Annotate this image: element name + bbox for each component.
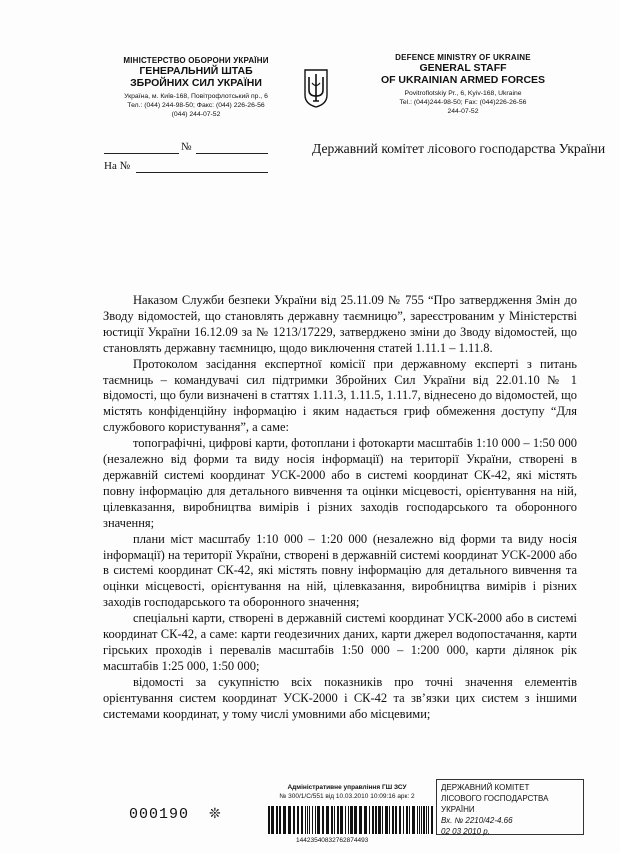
header-left-ministry: МІНІСТЕРСТВО ОБОРОНИ УКРАЇНИ	[123, 56, 269, 65]
header-right-phone2: 244-07-52	[447, 108, 479, 115]
header-left	[86, 56, 306, 119]
registration-number: № 300/1/С/551 від 10.03.2010 10:09:16 арк: 2	[279, 793, 415, 800]
ref-on-line	[136, 172, 268, 173]
trident-emblem-icon	[303, 68, 329, 108]
serial-number: 000190	[129, 806, 190, 823]
paragraph-5: спеціальні карти, створені в державній системі координат УСК-2000 або в системі координат СК-42, а саме: карти геодезичних даних, карти джерел водопостачання, карти гірських проходів і перевалів масштабів 1:50 000 – 1:200 000, карти ділянок рік масштабів 1:25 000, 1:50 000;	[103, 611, 577, 673]
ref-date-line	[104, 153, 179, 154]
header-right-phone: Tel.: (044)244-98-50; Fax: (044)226-26-56	[399, 99, 527, 106]
ref-number-line	[196, 153, 268, 154]
header-left-phone2: (044) 244-07-52	[171, 111, 221, 118]
asterisk-mark-icon: ❊	[209, 807, 221, 822]
ref-on-label: На №	[104, 160, 131, 172]
header-left-line2: ЗБРОЙНИХ СИЛ УКРАЇНИ	[130, 77, 262, 89]
registration-office: Адміністративне управління ГШ ЗСУ	[287, 784, 407, 791]
stamp-line-3: Вх. № 2210/42-4.66	[441, 816, 513, 825]
header-right-address: Povitroflotskiy Pr., 6, Kyiv-168, Ukraine	[404, 90, 522, 97]
header-right-line2: OF UKRAINIAN ARMED FORCES	[380, 74, 546, 86]
barcode-number: 14423540832762874493	[296, 837, 369, 844]
stamp-line-1: ДЕРЖАВНИЙ КОМІТЕТ	[441, 783, 530, 792]
paragraph-3: топографічні, цифрові карти, фотоплани і фотокарти масштабів 1:10 000 – 1:50 000 (незалежно від форми та виду носія інформації) на території України, створені в державній системі координат УСК-2000 або в системі координат СК-42, які містять повну інформацію для детального вивчення та оцінки місцевості, орієнтування на ній, цілевказання, виробництва вимірів і різних заходів господарського та оборонного значення;	[103, 436, 577, 530]
header-right-line1: GENERAL STAFF	[419, 62, 507, 74]
header-left-line1: ГЕНЕРАЛЬНИЙ ШТАБ	[139, 65, 253, 77]
ref-number-sign: №	[181, 141, 192, 153]
stamp-line-2: ЛІСОВОГО ГОСПОДАРСТВА УКРАЇНИ	[441, 794, 549, 814]
paragraph-6: відомості за сукупністю всіх показників про точні значення елементів орієнтування систем координат УСК-2000 і СК-42 та зв’язки цих систем з іншими системами координат, у тому числі умовними або місцевими;	[103, 674, 577, 721]
addressee: Державний комітет лісового господарства України	[312, 141, 606, 156]
header-right	[348, 53, 578, 116]
paragraph-1: Наказом Служби безпеки України від 25.11.09 № 755 “Про затвердження Змін до Зводу відомостей, що становлять державну таємницю”, зареєстрованим у Міністерстві юстиції України 16.12.09 за № 1213/17229, затверджено зміни до Зводу відомостей, що становлять державну таємницю, щодо виключення статей 1.11.1 – 1.11.8.	[103, 293, 577, 355]
header-left-phone: Тел.: (044) 244-98-50; Факс: (044) 226-26-56	[127, 102, 265, 109]
barcode-icon	[266, 804, 436, 836]
header-left-address: Україна, м. Київ-168, Повітрофлотський пр., 6	[124, 93, 268, 100]
letter-body	[103, 293, 577, 722]
header-right-ministry: DEFENCE MINISTRY OF UKRAINE	[395, 53, 531, 62]
paragraph-4: плани міст масштабу 1:10 000 – 1:20 000 (незалежно від форми та виду носія інформації) на території України, створені в державній системі координат УСК-2000 або в системі координат СК-42, які містять повну інформацію для детального вивчення та оцінки місцевості, орієнтування на ній, цілевказання, виробництва вимірів і різних заходів господарського та оборонного значення;	[103, 531, 577, 610]
incoming-stamp	[436, 779, 584, 835]
paragraph-2: Протоколом засідання експертної комісії при державному експерті з питань таємниць – командувачі сил підтримки Збройних Сил України від 22.01.10 № 1 відомості, що були визначені в статтях 1.11.3, 1.11.5, 1.11.7, віднесено до відомостей, що містять конфіденційну інформацію і яким надається гриф обмеження доступу “Для службового користування”, а саме:	[103, 356, 577, 435]
stamp-line-4: 02 03 2010 р.	[441, 827, 490, 836]
registration-info	[272, 783, 422, 801]
